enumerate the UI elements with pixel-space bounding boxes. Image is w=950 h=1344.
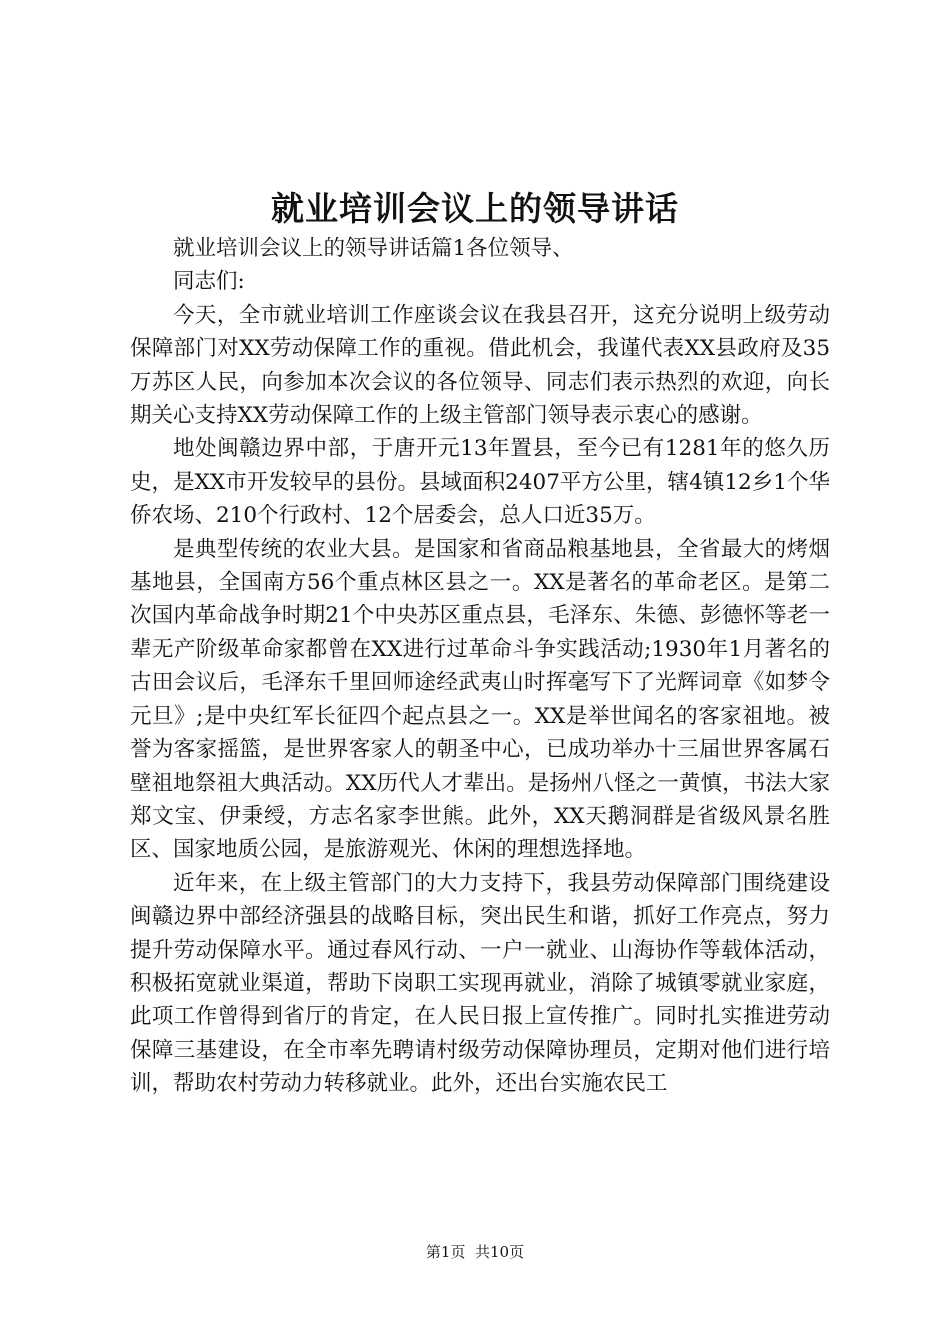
paragraph-greeting: 同志们: <box>173 269 245 295</box>
paragraph: 今天，全市就业培训工作座谈会议在我县召开，这充分说明上级劳动保障部门对XX劳动保障工作的重视。借此机会，我谨代表XX县政府及35万苏区人民，向参加本次会议的各位领导、同志们表示热烈的欢迎，向长期关心支持XX劳动保障工作的上级主管部门领导表示衷心的感谢。 <box>130 302 830 429</box>
page-total: 共10页 <box>475 1243 525 1261</box>
paragraph: 是典型传统的农业大县。是国家和省商品粮基地县，全省最大的烤烟基地县，全国南方56个重点林区县之一。XX是著名的革命老区。是第二次国内革命战争时期21个中央苏区重点县，毛泽东、朱德、彭德怀等老一辈无产阶级革命家都曾在XX进行过革命斗争实践活动;1930年1月著名的古田会议后，毛泽东千里回师途经武夷山时挥毫写下了光辉词章《如梦令元旦》;是中央红军长征四个起点县之一。XX是举世闻名的客家祖地。被誉为客家摇篮，是世界客家人的朝圣中心，已成功举办十三届世界客属石壁祖地祭祖大典活动。XX历代人才辈出。是扬州八怪之一黄慎，书法大家郑文宝、伊秉绶，方志名家李世熊。此外，XX天鹅洞群是省级风景名胜区、国家地质公园，是旅游观光、休闲的理想选择地。 <box>130 536 830 863</box>
paragraph: 地处闽赣边界中部，于唐开元13年置县，至今已有1281年的悠久历史，是XX市开发较早的县份。县域面积2407平方公里，辖4镇12乡1个华侨农场、210个行政村、12个居委会，总人口近35万。 <box>130 436 830 529</box>
page-number: 第1页 <box>425 1243 466 1261</box>
page-title: 就业培训会议上的领导讲话 <box>271 189 679 228</box>
page-footer <box>0 1241 950 1263</box>
document-body <box>130 232 830 1101</box>
paragraph-intro: 就业培训会议上的领导讲话篇1各位领导、 <box>173 236 574 261</box>
footer-spacer <box>465 1243 475 1261</box>
paragraph: 近年来，在上级主管部门的大力支持下，我县劳动保障部门围绕建设闽赣边界中部经济强县的战略目标，突出民生和谐，抓好工作亮点，努力提升劳动保障水平。通过春风行动、一户一就业、山海协作等载体活动，积极拓宽就业渠道，帮助下岗职工实现再就业，消除了城镇零就业家庭，此项工作曾得到省厅的肯定，在人民日报上宣传推广。同时扎实推进劳动保障三基建设，在全市率先聘请村级劳动保障协理员，定期对他们进行培训，帮助农村劳动力转移就业。此外，还出台实施农民工 <box>130 870 830 1097</box>
